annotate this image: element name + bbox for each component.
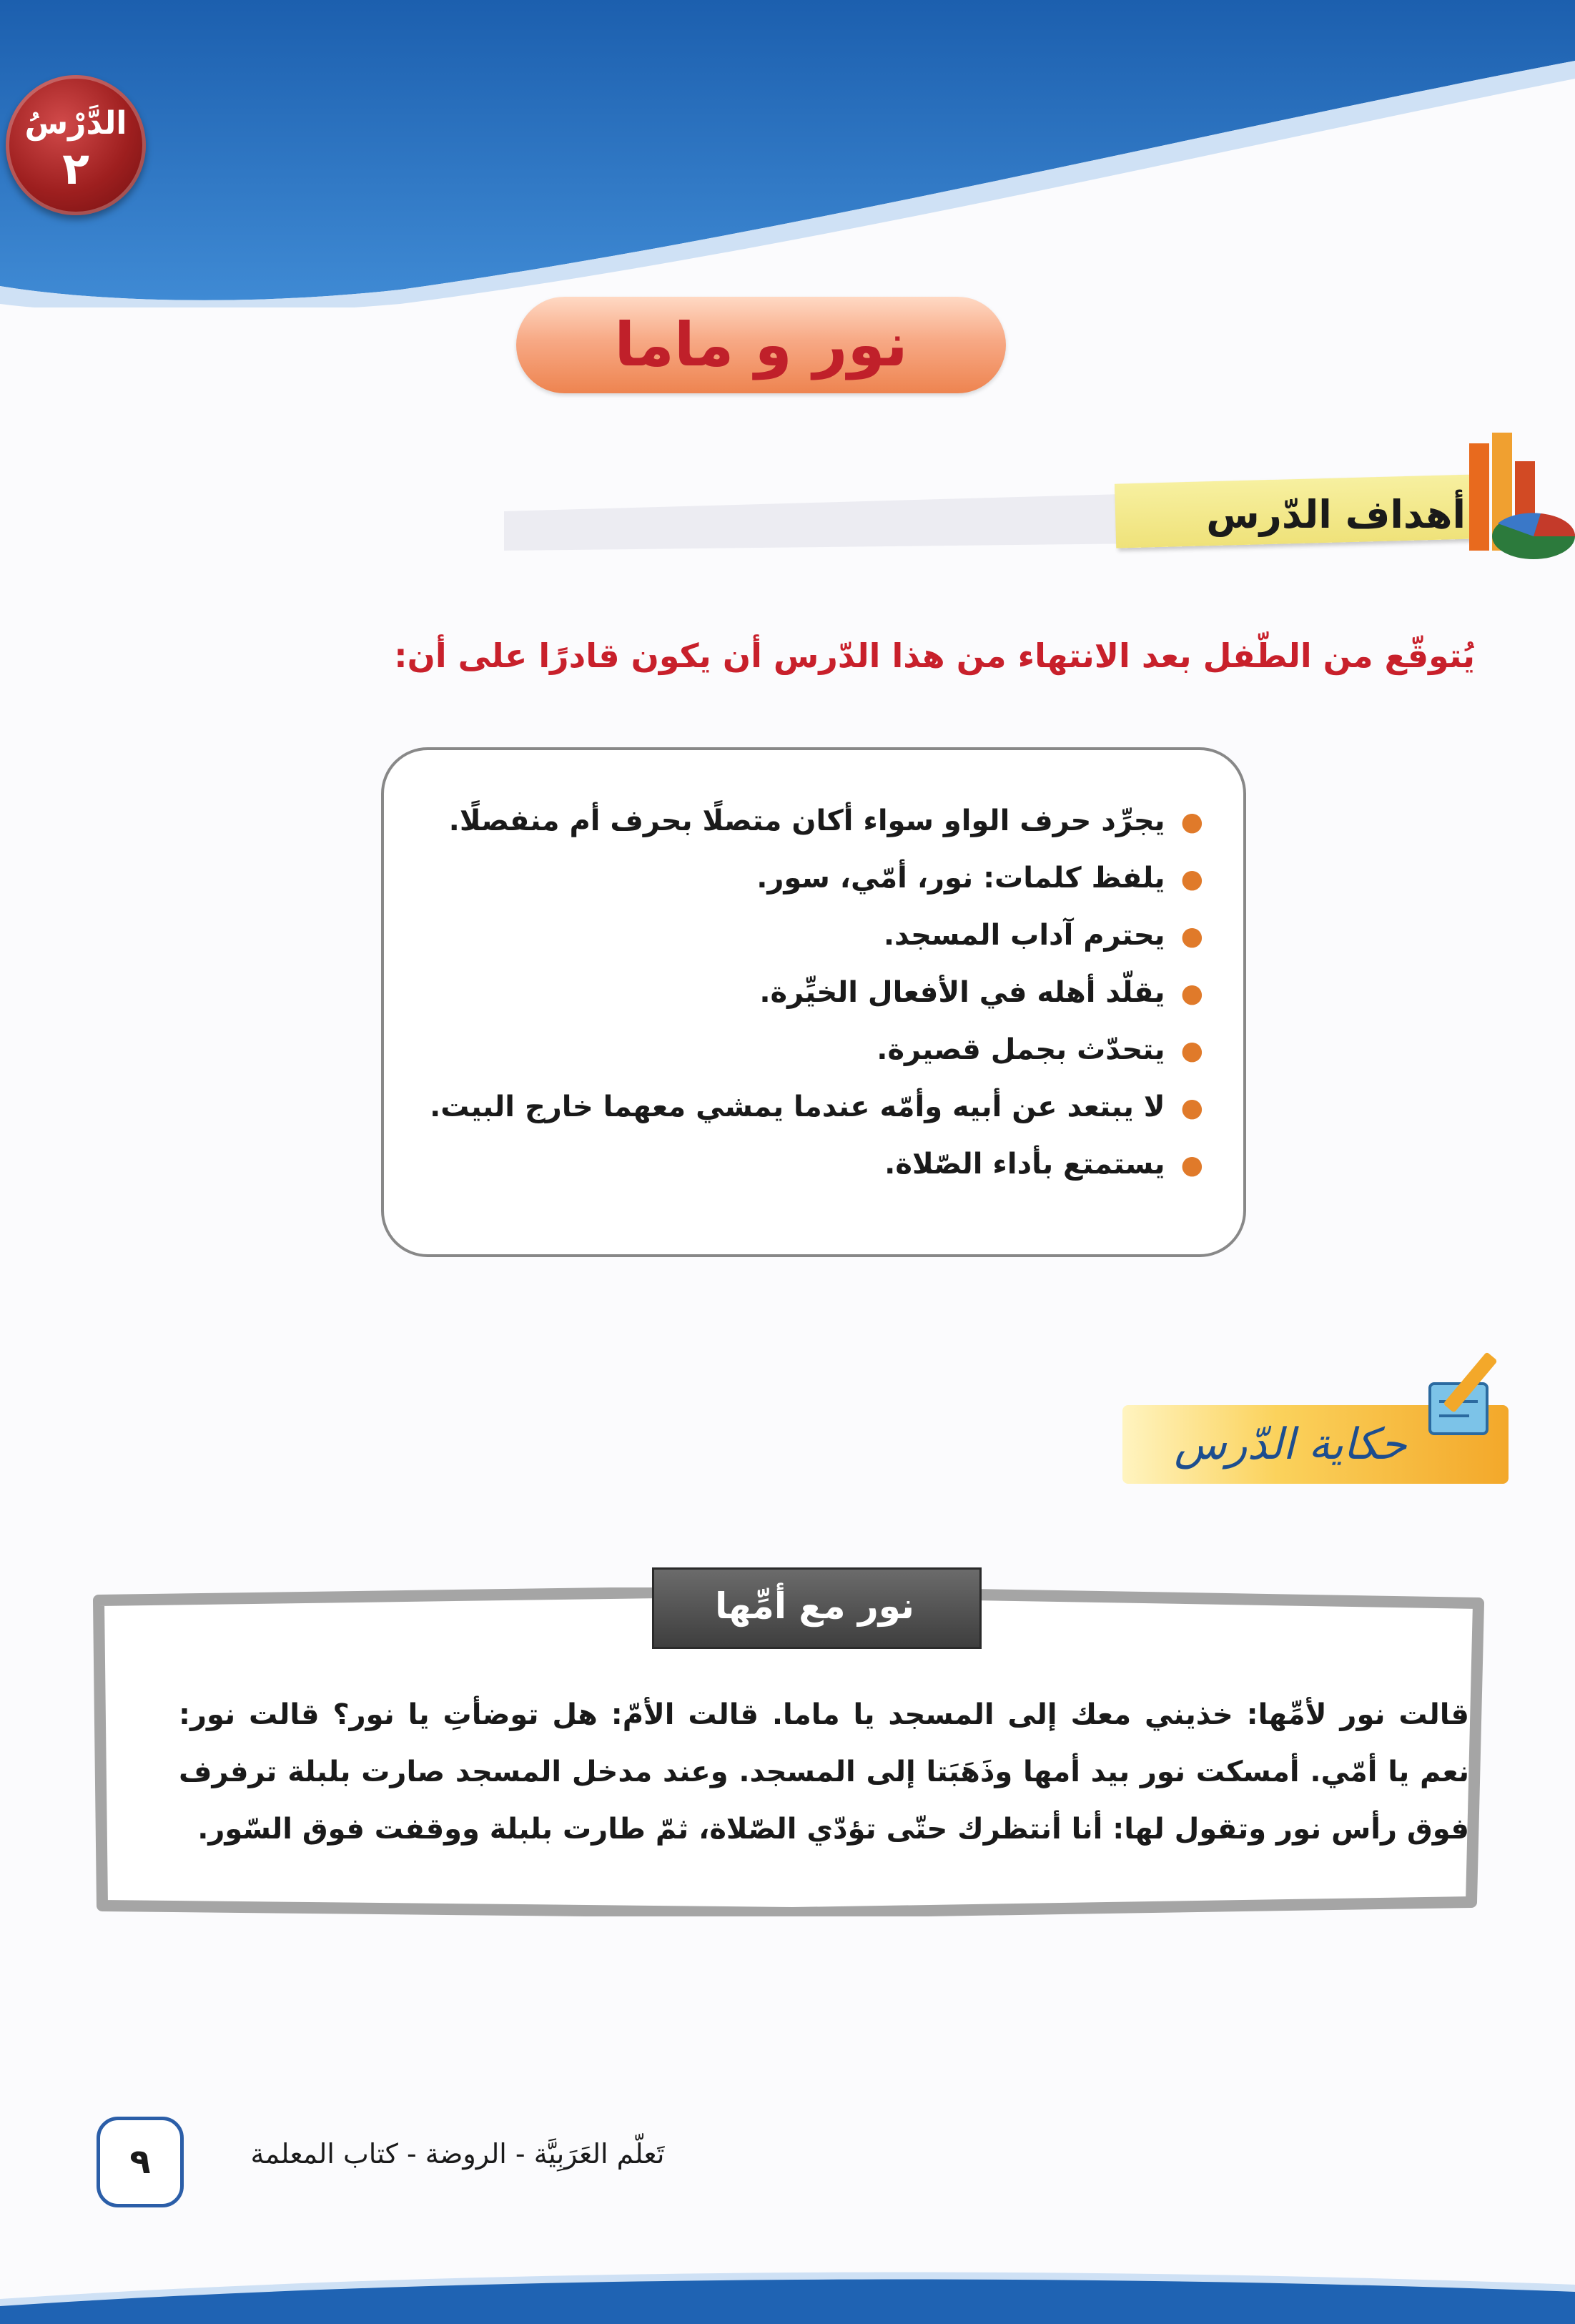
story-title: نور مع أمِّها (715, 1585, 914, 1627)
goal-item (430, 1021, 1203, 1078)
objectives-heading: أهداف الدّرس (1206, 492, 1466, 537)
story-text: قالت نور لأمِّها: خذيني معك إلى المسجد يا ماما. قالت الأمّ: هل توضأتِ يا نور؟ قالت نور: نعم يا أمّي. أمسكت نور بيد أمها وذَهَبَتا إلى المسجد. وعند مدخل المسجد صارت بلبلة ترفرف فوق رأس نور وتقول لها: أنا أنتظرك حتّى تؤدّي الصّلاة، ثمّ طارت بلبلة ووقفت فوق السّور. (179, 1698, 1469, 1846)
lesson-label: الدَّرْسُ (24, 105, 127, 142)
bullet-icon: ● (1180, 1151, 1203, 1180)
footer-wave (0, 2260, 1575, 2324)
bullet-icon: ● (1180, 979, 1203, 1008)
footer-book-title: تَعلّم العَرَبِيَّة - الروضة - كتاب المعلمة (250, 2138, 665, 2170)
header-wave (0, 0, 1575, 307)
goal-item (430, 1078, 1203, 1136)
goal-item (430, 850, 1203, 907)
bullet-icon: ● (1180, 1036, 1203, 1065)
goal-text: يستمتع بأداء الصّلاة. (884, 1148, 1165, 1181)
bullet-icon: ● (1180, 865, 1203, 894)
page-title: نور و ماما (614, 310, 908, 380)
goal-item (430, 907, 1203, 964)
goal-text: يجرِّد حرف الواو سواء أكان متصلًا بحرف أم منفصلًا. (448, 804, 1165, 837)
lesson-number: ٢ (62, 142, 89, 195)
bullet-icon: ● (1180, 922, 1203, 951)
goal-text: لا يبتعد عن أبيه وأمّه عندما يمشي معهما خارج البيت. (430, 1090, 1165, 1123)
goal-text: يحترم آداب المسجد. (883, 919, 1165, 952)
bullet-icon: ● (1180, 807, 1203, 837)
goals-list (430, 792, 1203, 1193)
pencil-notebook-icon (1419, 1341, 1512, 1444)
page-number: ٩ (129, 2142, 151, 2182)
goal-item (430, 792, 1203, 850)
goal-text: يقلّد أهله في الأفعال الخيِّرة. (759, 976, 1165, 1009)
bullet-icon: ● (1180, 1093, 1203, 1123)
goal-text: يتحدّث بجمل قصيرة. (877, 1033, 1165, 1066)
story-heading: حكاية الدّرس (1174, 1419, 1407, 1469)
goal-item (430, 964, 1203, 1021)
objectives-intro: يُتوقّع من الطّفل بعد الانتهاء من هذا الدّرس أن يكون قادرًا على أن: (394, 636, 1475, 675)
chart-icon (1455, 429, 1575, 572)
lesson-badge (6, 75, 146, 215)
goal-item (430, 1136, 1203, 1193)
goal-text: يلفظ كلمات: نور، أمّي، سور. (756, 862, 1165, 895)
